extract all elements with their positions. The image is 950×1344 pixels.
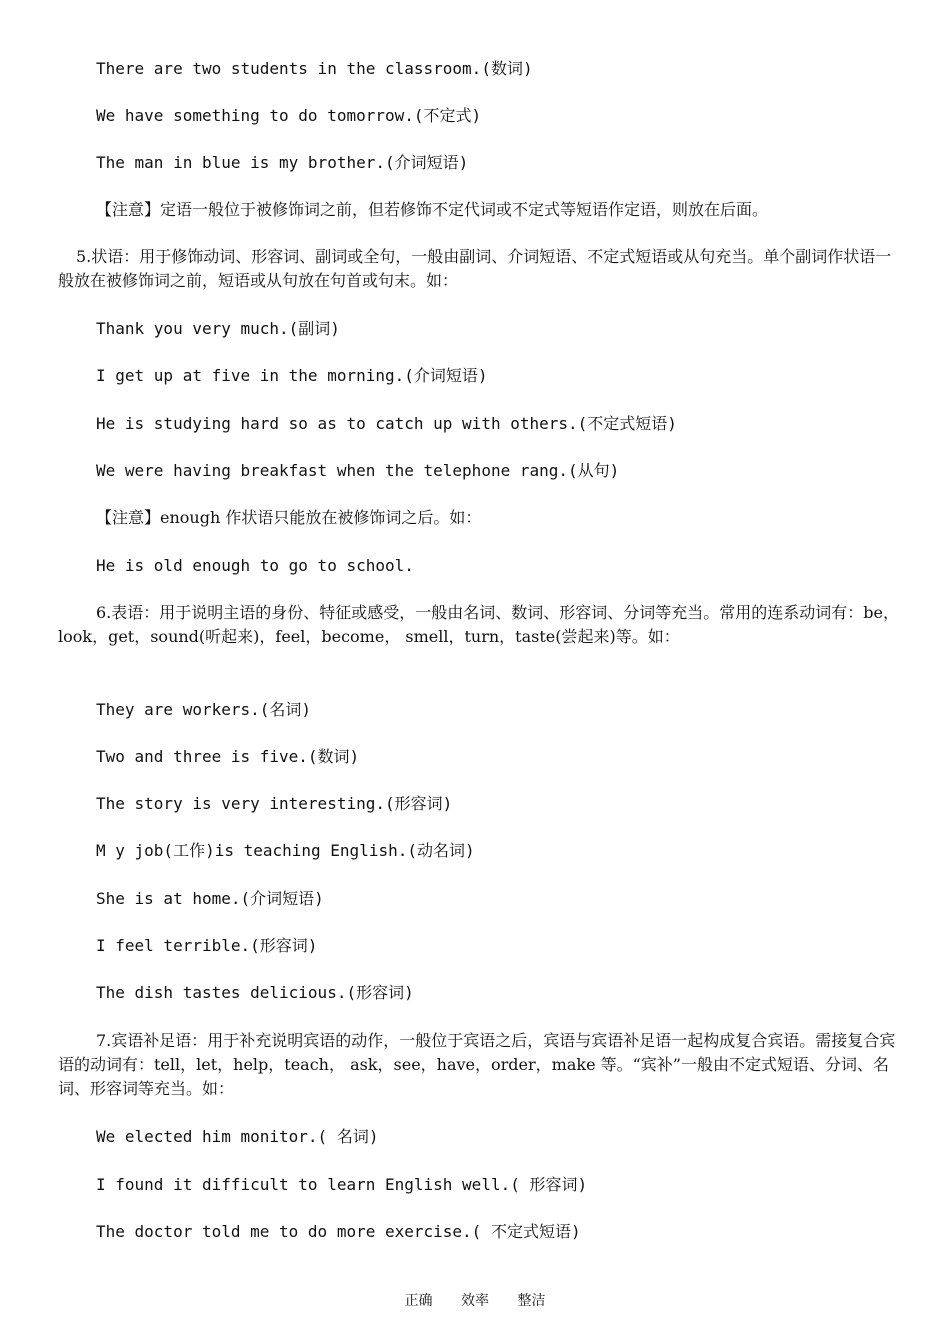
- example-sentence: He is old enough to go to school.: [96, 556, 414, 575]
- example-sentence: He is studying hard so as to catch up with others.(不定式短语): [96, 414, 677, 433]
- example-sentence: We elected him monitor.( 名词): [96, 1127, 379, 1146]
- footer-item: 正确: [404, 1293, 433, 1309]
- example-sentence: We were having breakfast when the telephone rang.(从句): [96, 461, 620, 480]
- section-paragraph-predicative: [58, 601, 900, 649]
- section-text: 6.表语：用于说明主语的身份、特征或感受，一般由名词、数词、形容词、分词等充当。常用的连系动词有：be，look，get，sound(听起来)，feel，become， smell，turn，taste(尝起来)等。如：: [58, 603, 899, 646]
- note-text: 【注意】enough 作状语只能放在被修饰词之后。如：: [96, 508, 482, 527]
- note-paragraph: [58, 506, 900, 530]
- example-sentence: I feel terrible.(形容词): [96, 936, 318, 955]
- example-sentence: The story is very interesting.(形容词): [96, 794, 453, 813]
- footer-item: 整洁: [517, 1293, 546, 1309]
- example-sentence: She is at home.(介词短语): [96, 889, 324, 908]
- example-sentence: We have something to do tomorrow.(不定式): [96, 106, 482, 125]
- section-paragraph-adverbial: [58, 245, 900, 293]
- example-sentence: I found it difficult to learn English well.( 形容词): [96, 1175, 588, 1194]
- note-paragraph: [58, 198, 900, 222]
- footer-item: 效率: [461, 1293, 489, 1309]
- example-sentence: The man in blue is my brother.(介词短语): [96, 153, 469, 172]
- section-text: 5.状语：用于修饰动词、形容词、副词或全句，一般由副词、介词短语、不定式短语或从句充当。单个副词作状语一般放在被修饰词之前，短语或从句放在句首或句末。如：: [58, 247, 892, 290]
- section-text: 7.宾语补足语：用于补充说明宾语的动作，一般位于宾语之后，宾语与宾语补足语一起构成复合宾语。需接复合宾语的动词有：tell，let，help，teach， ask，see，have，order，make 等。“宾补”一般由不定式短语、分词、名词、形容词等充当。如：: [58, 1031, 896, 1098]
- example-sentence: There are two students in the classroom.(数词): [96, 59, 533, 78]
- example-sentence: I get up at five in the morning.(介词短语): [96, 366, 488, 385]
- example-sentence: They are workers.(名词): [96, 700, 312, 719]
- example-sentence: The dish tastes delicious.(形容词): [96, 983, 414, 1002]
- example-sentence: Thank you very much.(副词): [96, 319, 340, 338]
- example-sentence: Two and three is five.(数词): [96, 747, 360, 766]
- note-text: 【注意】定语一般位于被修饰词之前，但若修饰不定代词或不定式等短语作定语，则放在后面。: [96, 200, 769, 219]
- example-sentence: M y job(工作)is teaching English.(动名词): [96, 841, 475, 860]
- page-footer: [0, 1292, 950, 1310]
- section-paragraph-object-complement: [58, 1029, 900, 1101]
- example-sentence: The doctor told me to do more exercise.( 不定式短语): [96, 1222, 581, 1241]
